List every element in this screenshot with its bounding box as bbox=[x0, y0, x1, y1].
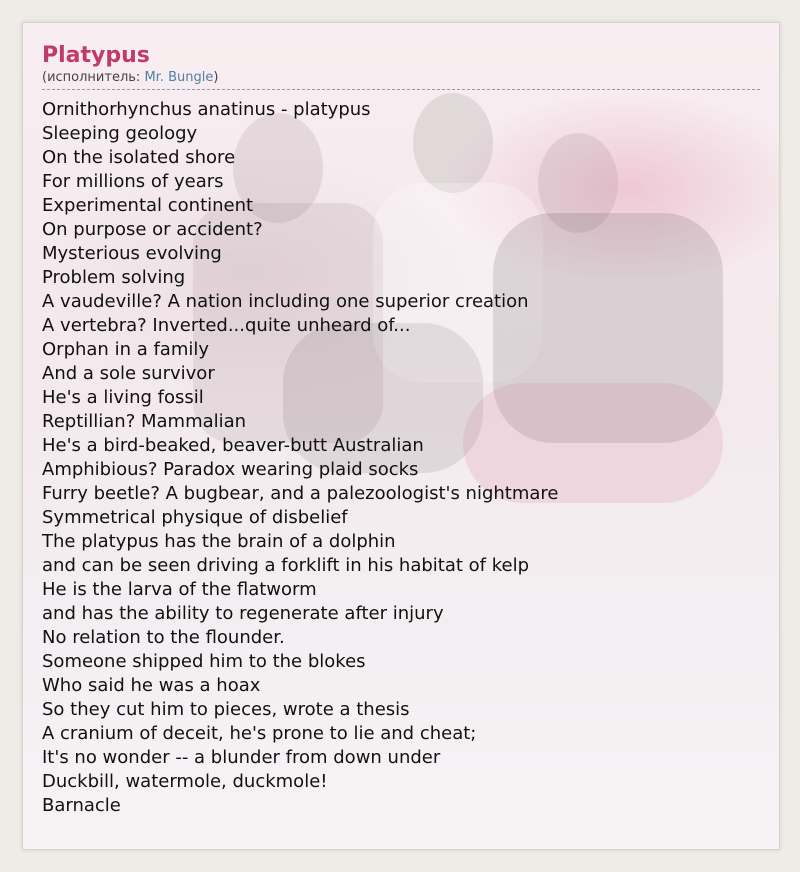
lyrics-body bbox=[42, 98, 760, 818]
lyric-line: Symmetrical physique of disbelief bbox=[42, 507, 348, 528]
song-content bbox=[42, 43, 760, 818]
lyrics-card bbox=[22, 22, 780, 850]
lyric-line: No relation to the flounder. bbox=[42, 627, 285, 648]
lyric-line: Reptillian? Mammalian bbox=[42, 411, 247, 432]
lyric-line: Problem solving bbox=[42, 267, 186, 288]
lyric-line: For millions of years bbox=[42, 171, 224, 192]
lyric-line: Duckbill, watermole, duckmole! bbox=[42, 771, 328, 792]
lyric-line: A vaudeville? A nation including one superior creation bbox=[42, 291, 529, 312]
lyric-line: and has the ability to regenerate after injury bbox=[42, 603, 444, 624]
performer-line bbox=[42, 69, 760, 90]
lyric-line: Experimental continent bbox=[42, 195, 254, 216]
lyric-line: Who said he was a hoax bbox=[42, 675, 261, 696]
performer-suffix: ) bbox=[213, 70, 219, 85]
lyric-line: He's a living fossil bbox=[42, 387, 204, 408]
lyric-line: He is the larva of the flatworm bbox=[42, 579, 317, 600]
lyric-line: Orphan in a family bbox=[42, 339, 210, 360]
lyric-line: So they cut him to pieces, wrote a thesis bbox=[42, 699, 410, 720]
performer-link[interactable]: Mr. Bungle bbox=[144, 70, 214, 85]
lyric-line: and can be seen driving a forklift in his habitat of kelp bbox=[42, 555, 530, 576]
lyric-line: Amphibious? Paradox wearing plaid socks bbox=[42, 459, 419, 480]
lyric-line: Furry beetle? A bugbear, and a palezoologist's nightmare bbox=[42, 483, 559, 504]
lyric-line: A vertebra? Inverted...quite unheard of... bbox=[42, 315, 411, 336]
lyric-line: The platypus has the brain of a dolphin bbox=[42, 531, 396, 552]
lyric-line: Barnacle bbox=[42, 795, 121, 816]
lyric-line: On the isolated shore bbox=[42, 147, 236, 168]
lyric-line: He's a bird-beaked, beaver-butt Australian bbox=[42, 435, 424, 456]
performer-prefix: (исполнитель: bbox=[42, 70, 145, 85]
lyric-line: Sleeping geology bbox=[42, 123, 198, 144]
lyric-line: Mysterious evolving bbox=[42, 243, 222, 264]
lyric-line: Ornithorhynchus anatinus - platypus bbox=[42, 99, 371, 120]
lyric-line: It's no wonder -- a blunder from down under bbox=[42, 747, 441, 768]
lyric-line: And a sole survivor bbox=[42, 363, 215, 384]
lyric-line: Someone shipped him to the blokes bbox=[42, 651, 366, 672]
lyric-line: On purpose or accident? bbox=[42, 219, 263, 240]
song-title: Platypus bbox=[42, 43, 150, 68]
lyric-line: A cranium of deceit, he's prone to lie and cheat; bbox=[42, 723, 477, 744]
